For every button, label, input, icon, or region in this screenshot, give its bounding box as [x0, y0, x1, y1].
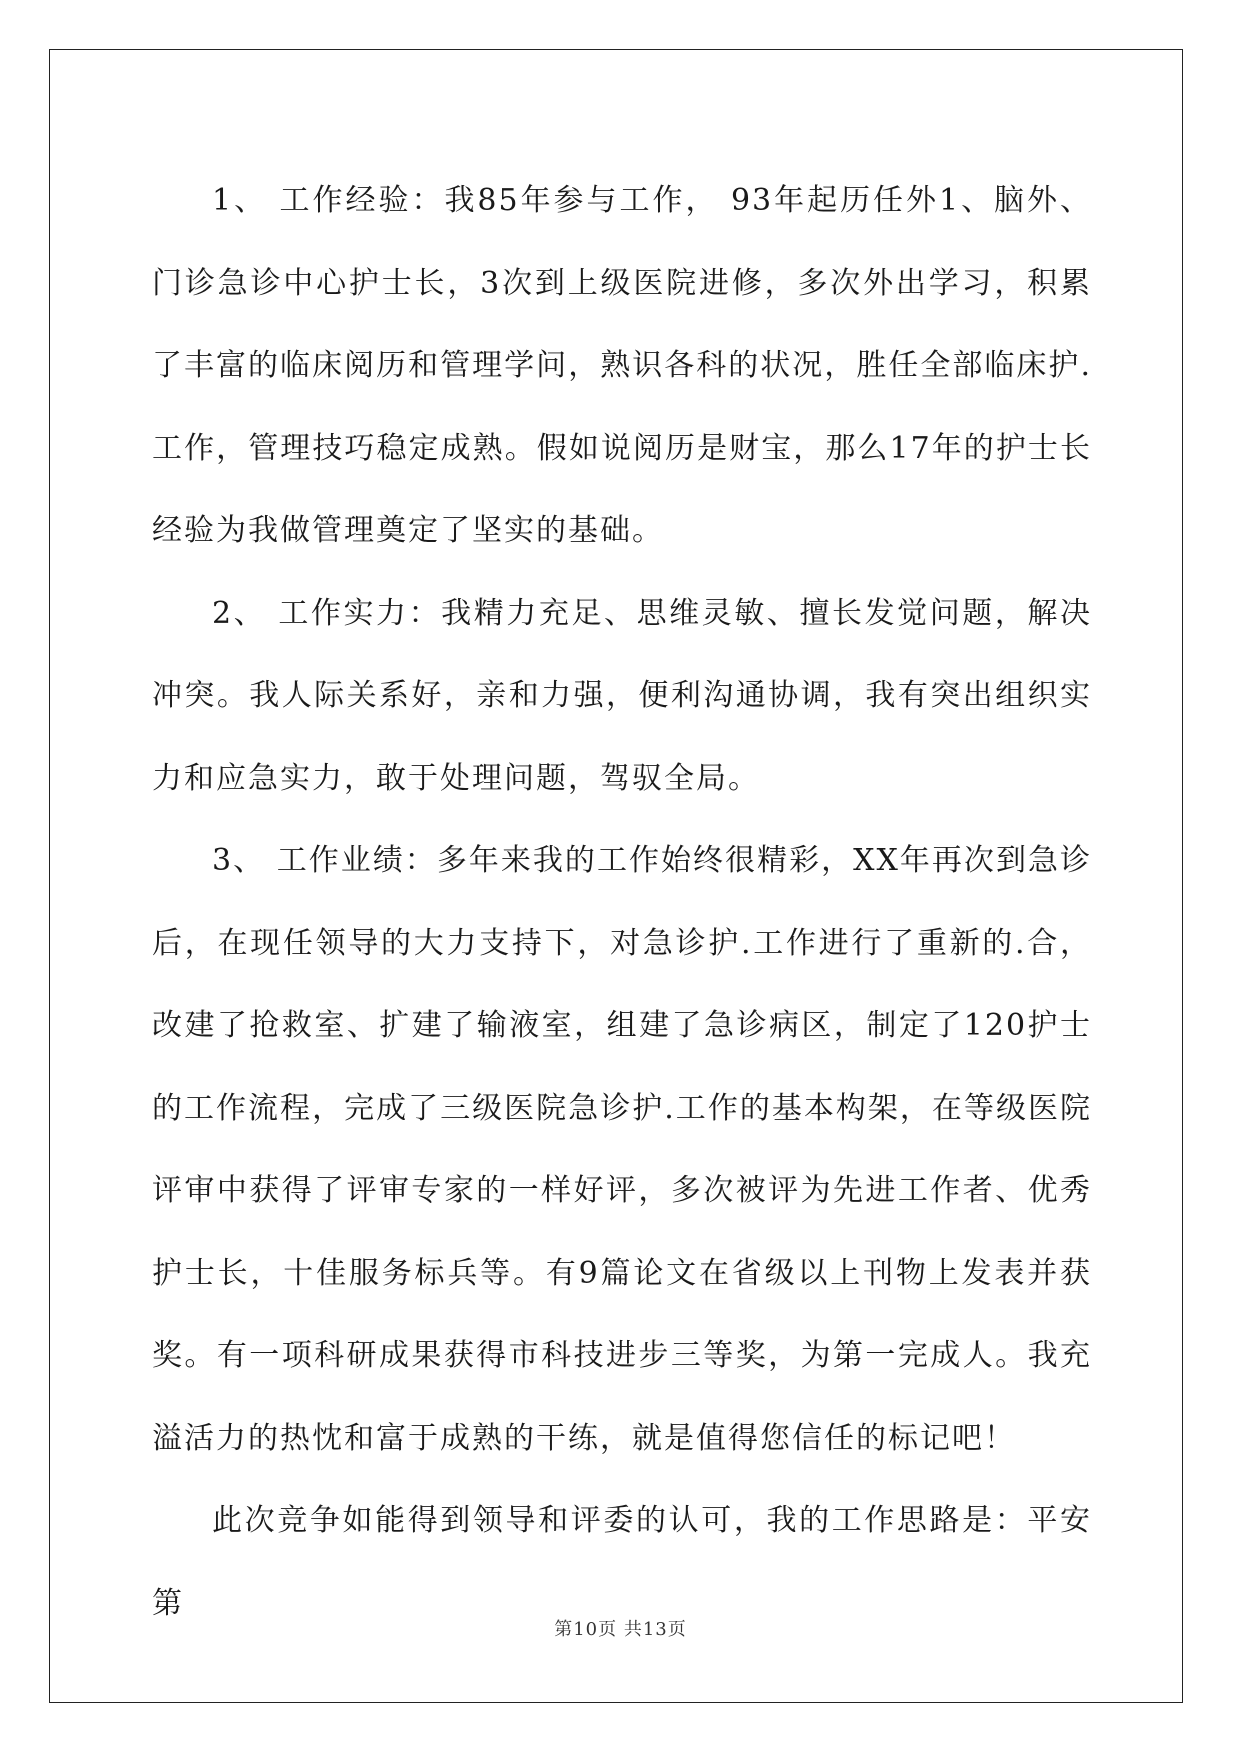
paragraph-work-experience: 1、 工作经验：我85年参与工作， 93年起历任外1、脑外、门诊急诊中心护士长，3次到上级医院进修，多次外出学习，积累了丰富的临床阅历和管理学问，熟识各科的状况，胜任全部临床护.工作，管理技巧稳定成熟。假如说阅历是财宝，那么17年的护士长经验为我做管理奠定了坚实的基础。 — [152, 183, 1092, 548]
paragraph-work-ability: 2、 工作实力：我精力充足、思维灵敏、擅长发觉问题，解决冲突。我人际关系好，亲和力强，便利沟通协调，我有突出组织实力和应急实力，敢于处理问题，驾驭全局。 — [152, 595, 1092, 796]
page-number-footer: 第10页 共13页 — [554, 1619, 687, 1640]
document-body — [152, 160, 1092, 1645]
paragraph-work-achievements: 3、 工作业绩：多年来我的工作始终很精彩，XX年再次到急诊后，在现任领导的大力支持下，对急诊护.工作进行了重新的.合，改建了抢救室、扩建了输液室，组建了急诊病区，制定了120护士的工作流程，完成了三级医院急诊护.工作的基本构架，在等级医院评审中获得了评审专家的一样好评，多次被评为先进工作者、优秀护士长，十佳服务标兵等。有9篇论文在省级以上刊物上发表并获奖。有一项科研成果获得市科技进步三等奖，为第一完成人。我充溢活力的热忱和富于成熟的干练，就是值得您信任的标记吧！ — [152, 843, 1092, 1456]
paragraph-work-plan: 此次竞争如能得到领导和评委的认可，我的工作思路是：平安第 — [152, 1503, 1092, 1621]
